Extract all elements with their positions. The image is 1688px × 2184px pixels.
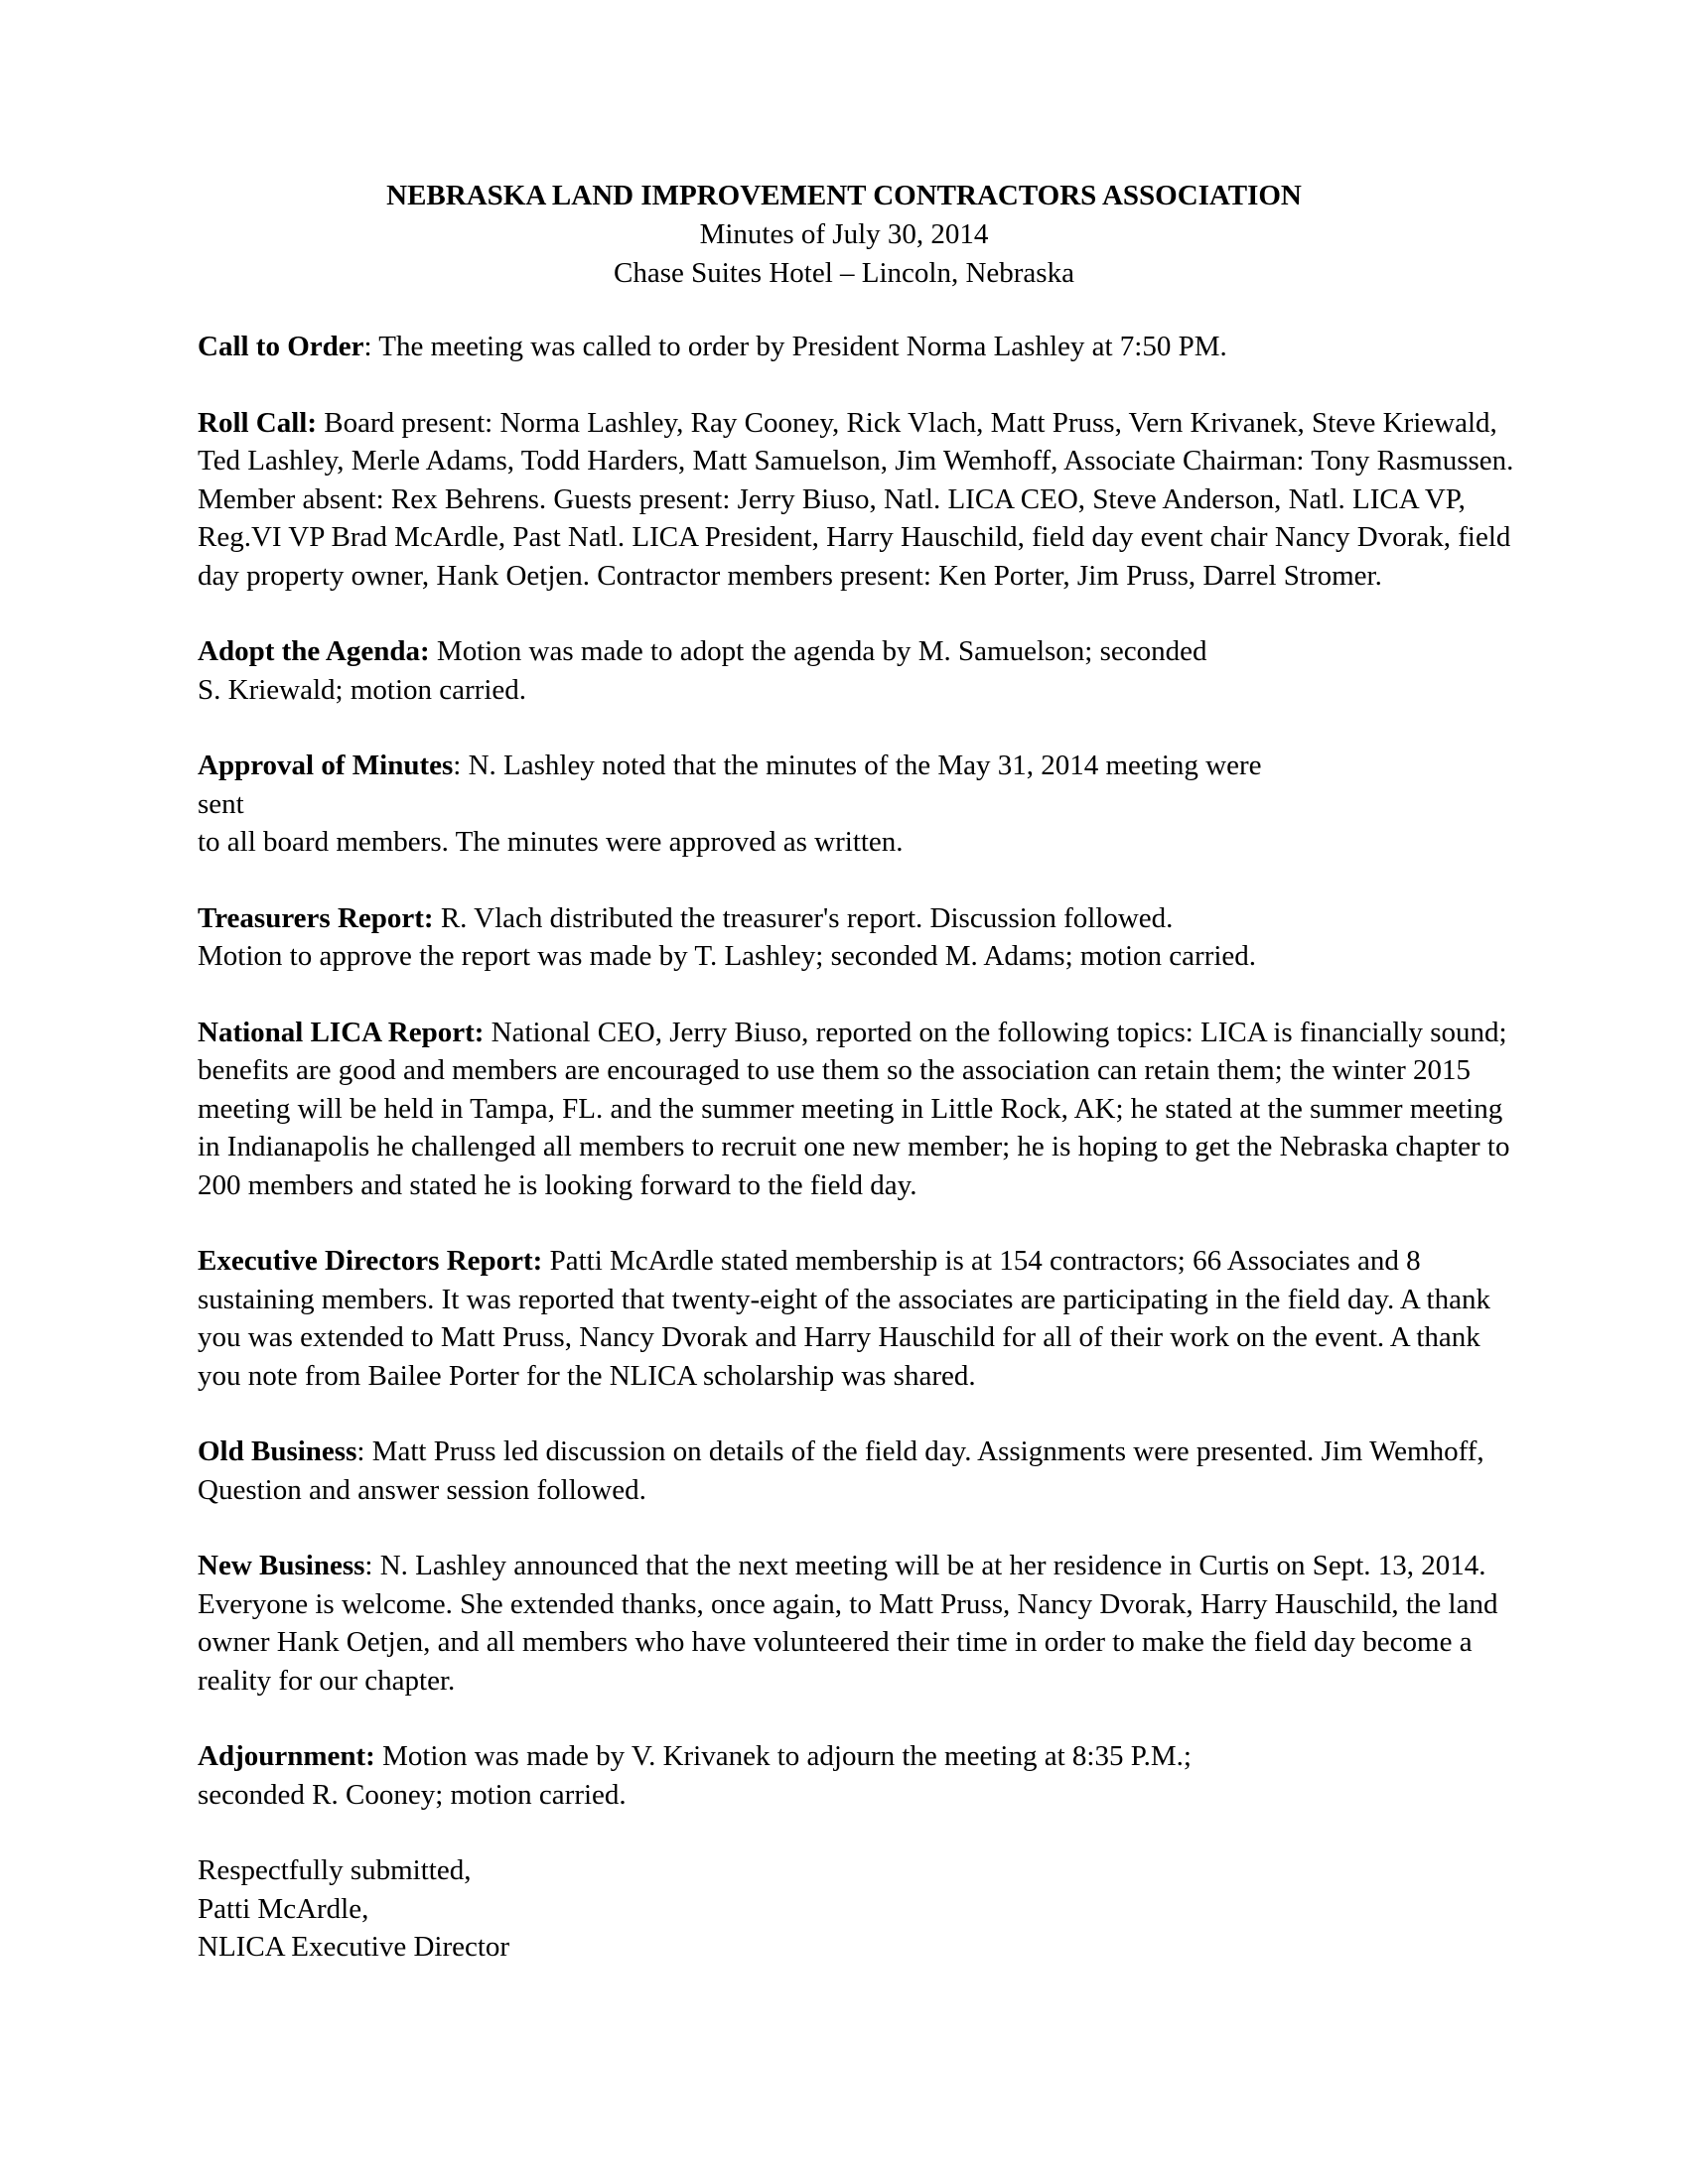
adjournment-line2: seconded R. Cooney; motion carried. xyxy=(198,1778,627,1811)
approval-minutes-line1: : N. Lashley noted that the minutes of the May 31, 2014 meeting were xyxy=(453,750,1262,781)
treasurers-report-label: Treasurers Report: xyxy=(198,901,434,934)
section-adjournment xyxy=(198,1737,1518,1814)
section-new-business xyxy=(198,1547,1518,1700)
section-national-lica-report xyxy=(198,1014,1518,1205)
minutes-body xyxy=(198,328,1518,1967)
national-lica-label: National LICA Report: xyxy=(198,1016,485,1048)
roll-call-text: Board present: Norma Lashley, Ray Cooney, Rick Vlach, Matt Pruss, Vern Krivanek, Steve Kriewald, Ted Lashley, Merle Adams, Todd Harders, Matt Samuelson, Jim Wemhoff, Associate Chairman: Tony Rasmussen. Member absent: Rex Behrens. Guests present: Jerry Biuso, Natl. LICA CEO, Steve Anderson, Natl. LICA VP, Reg.VI VP Brad McArdle, Past Natl. LICA President, Harry Hauschild, field day event chair Nancy Dvorak, field day property owner, Hank Oetjen. Contractor members present: Ken Porter, Jim Pruss, Darrel Stromer. xyxy=(198,406,1514,592)
section-approval-minutes xyxy=(198,747,1518,862)
adopt-agenda-line1: Motion was made to adopt the agenda by M. Samuelson; seconded xyxy=(429,635,1207,667)
treasurers-report-line2: Motion to approve the report was made by T. Lashley; seconded M. Adams; motion carried. xyxy=(198,940,1257,972)
minutes-date: Minutes of July 30, 2014 xyxy=(699,218,989,250)
section-roll-call xyxy=(198,404,1518,596)
signature-closing: Respectfully submitted, xyxy=(198,1854,472,1886)
adjournment-label: Adjournment: xyxy=(198,1740,375,1772)
section-call-to-order xyxy=(198,328,1518,366)
old-business-text: : Matt Pruss led discussion on details of the field day. Assignments were presented. Jim Wemhoff, Question and answer session followed. xyxy=(198,1435,1484,1506)
signature-block xyxy=(198,1851,1518,1967)
new-business-label: New Business xyxy=(198,1550,365,1581)
signature-title: NLICA Executive Director xyxy=(198,1931,510,1963)
adjournment-line1: Motion was made by V. Krivanek to adjourn the meeting at 8:35 P.M.; xyxy=(374,1740,1192,1772)
approval-minutes-line3: to all board members. The minutes were approved as written. xyxy=(198,826,904,858)
executive-directors-label: Executive Directors Report: xyxy=(198,1245,543,1277)
adopt-agenda-label: Adopt the Agenda: xyxy=(198,635,430,667)
national-lica-text: National CEO, Jerry Biuso, reported on the following topics: LICA is financially sound; benefits are good and members are encouraged to use them so the association can retain them; the winter 2015 meeting will be held in Tampa, FL. and the summer meeting in Little Rock, AK; he stated at the summer meeting in Indianapolis he challenged all members to recruit one new member; he is hoping to get the Nebraska chapter to 200 members and stated he is looking forward to the field day. xyxy=(198,1016,1510,1201)
adopt-agenda-line2: S. Kriewald; motion carried. xyxy=(198,673,526,706)
organization-title: NEBRASKA LAND IMPROVEMENT CONTRACTORS ASSOCIATION xyxy=(386,180,1302,211)
document-header xyxy=(0,177,1688,293)
treasurers-report-line1: R. Vlach distributed the treasurer's report. Discussion followed. xyxy=(433,901,1174,934)
roll-call-label: Roll Call: xyxy=(198,406,318,439)
new-business-text: : N. Lashley announced that the next meeting will be at her residence in Curtis on Sept. 13, 2014. Everyone is welcome. She extended thanks, once again, to Matt Pruss, Nancy Dvorak, Harry Hauschild, the land owner Hank Oetjen, and all members who have volunteered their time in order to make the field day become a reality for our chapter. xyxy=(198,1550,1498,1697)
executive-directors-text: Patti McArdle stated membership is at 154 contractors; 66 Associates and 8 sustaining members. It was reported that twenty-eight of the associates are participating in the field day. A thank you was extended to Matt Pruss, Nancy Dvorak and Harry Hauschild for all of their work on the event. A thank you note from Bailee Porter for the NLICA scholarship was shared. xyxy=(198,1245,1490,1392)
section-executive-directors-report xyxy=(198,1242,1518,1395)
call-to-order-label: Call to Order xyxy=(198,331,364,362)
signature-name: Patti McArdle, xyxy=(198,1892,369,1925)
meeting-location: Chase Suites Hotel – Lincoln, Nebraska xyxy=(614,257,1074,289)
section-adopt-agenda xyxy=(198,632,1518,709)
approval-minutes-label: Approval of Minutes xyxy=(198,750,454,781)
call-to-order-text: : The meeting was called to order by President Norma Lashley at 7:50 PM. xyxy=(363,331,1227,362)
section-treasurers-report xyxy=(198,899,1518,976)
section-old-business xyxy=(198,1433,1518,1509)
approval-minutes-line2: sent xyxy=(198,787,244,820)
old-business-label: Old Business xyxy=(198,1435,357,1467)
